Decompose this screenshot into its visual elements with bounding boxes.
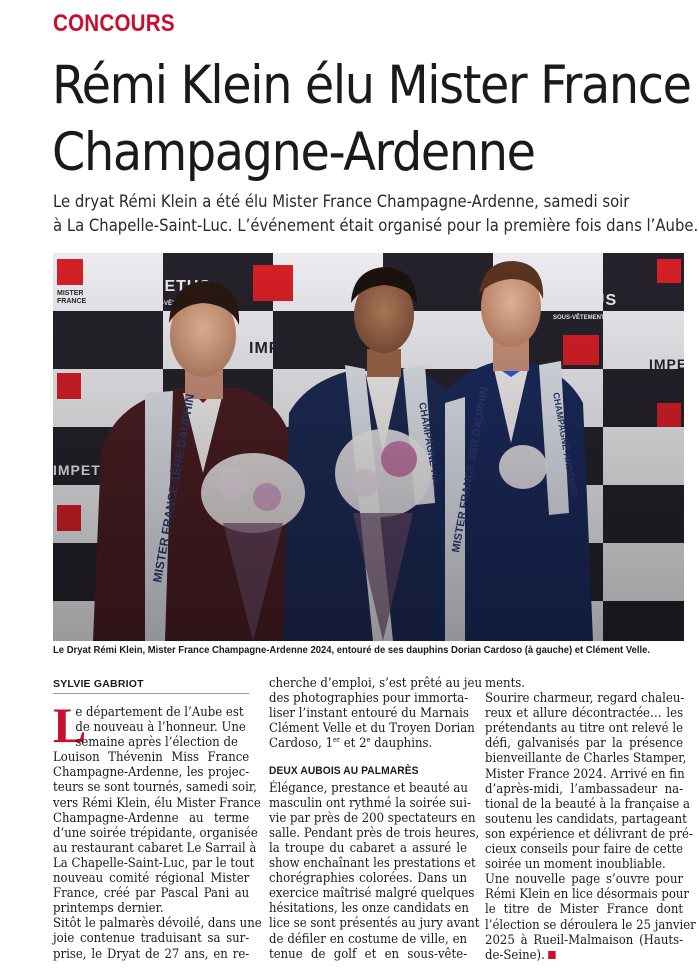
body-line: cieux conseils pour faire de cette [485,841,684,857]
headline [52,52,691,186]
body-line: son expérience et délivrant de pré- [485,825,693,841]
body-line: de nouveau à l’honneur. Une [75,719,246,735]
body-line: joie contenue traduisant sa sur- [53,930,250,946]
body-line: de défiler en costume de ville, en [269,930,468,946]
body-line: hésitations, les onze candidats en [269,900,469,916]
body-line: printemps dernier. [53,900,164,916]
body-line: vers Rémi Klein, élu Mister France [53,794,261,810]
section-subhead: DEUX AUBOIS AU PALMARÈS [269,765,419,778]
body-line: 2025 à Rueil-Malmaison (Hauts- [485,931,684,947]
rank-superscript: er [333,736,341,745]
photo-illustration [53,253,684,641]
body-line: Mister France 2024. Arrivé en fin [485,765,685,781]
body-line: Champagne-Ardenne, les projec- [53,764,250,780]
body-line: reux et allure décontractée… les [485,705,684,721]
body-line: Sourire charmeur, regard chaleu- [485,690,685,706]
body-line: cherche d’emploi, s’est prêté au jeu [269,675,482,690]
ranks-text: et 2 [340,735,367,751]
headline-line-2: Champagne-Ardenne [52,122,535,183]
body-line: au restaurant cabaret Le Sarrail à [53,839,257,855]
spacer [269,750,453,764]
section-rubric: CONCOURS [53,10,175,37]
body-line: masculin ont rythmé la soirée sui- [269,794,471,810]
headline-line-1: Rémi Klein élu Mister France [52,55,691,116]
standfirst [53,190,699,238]
body-line: exercice maîtrisé malgré quelques [269,885,475,901]
article-column-1 [53,697,262,961]
rank-superscript: e [366,736,371,745]
article-column-2 [269,675,482,961]
body-line-ranks [269,735,453,750]
body-line: vie par près de 200 spectateurs en [269,809,476,825]
body-line: bienveillante de Charles Stamper, [485,750,687,766]
body-line: d’une soirée trépidante, organisée [53,824,258,840]
article-photo [53,253,684,641]
photo-caption: Le Dryat Rémi Klein, Mister France Champagne-Ardenne 2024, entouré de ses dauphins Dorian Cardoso (à gauche) et Clément Velle. [53,645,651,656]
body-line: teurs se sont tournés, samedi soir, [53,779,257,795]
body-line: liser l’instant entouré du Marnais [269,705,469,721]
standfirst-line-1: Le dryat Rémi Klein a été élu Mister France Champagne-Ardenne, samedi soir [53,192,630,211]
body-line: show enchaînant les prestations et [269,855,476,871]
dropcap: L [53,697,87,753]
body-line: soutenu les candidats, partageant [485,810,687,826]
standfirst-line-2: à La Chapelle-Saint-Luc. L’événement était organisé pour la première fois dans l’Aube. [53,216,699,235]
body-line: Louison Thévenin Miss France [53,749,250,765]
end-mark-icon [549,951,556,959]
body-line: des photographies pour immorta- [269,690,469,706]
body-line: prétendants au titre ont relevé le [485,720,684,736]
body-line: France, créé par Pascal Pani au [53,885,250,901]
body-line: lice se sont présentés au jury avant [269,915,480,931]
body-line: Rémi Klein en lice désormais pour [485,886,690,902]
ranks-text: dauphins. [370,735,433,751]
body-line: nouveau comité régional Mister [53,870,250,886]
body-line: la troupe du cabaret a assuré le [269,839,468,855]
body-line: ments. [485,675,526,690]
body-line: salle. Pendant près de trois heures, [269,824,480,840]
body-line-last [485,947,670,962]
body-line: défi, galvanisés par la présence [485,735,684,751]
body-line: Clément Velle et du Troyen Dorian [269,720,475,736]
byline: SYLVIE GABRIOT [53,678,144,690]
body-line: chorégraphies colorées. Dans un [269,870,468,886]
byline-divider [53,693,249,694]
body-line: l’élection se déroulera le 25 janvier [485,916,696,932]
article-column-3 [485,675,696,962]
body-line: prise, le Dryat de 27 ans, en re- [53,945,250,961]
body-line: d’après-midi, l’ambassadeur na- [485,780,684,796]
body-line: Champagne-Ardenne au terme [53,809,250,825]
body-line: Une nouvelle page s’ouvre pour [485,871,684,887]
body-line: e département de l’Aube est [75,704,244,719]
body-line: Élégance, prestance et beauté au [269,779,468,795]
body-line: le titre de Mister France dont [485,901,684,917]
body-line: tional de la beauté à la française a [485,795,690,811]
ranks-text: Cardoso, 1 [269,735,334,751]
body-line: semaine après l’élection de [75,734,238,750]
body-line: tenue de golf et en sous-vête- [269,945,468,961]
body-line: soirée un moment inoubliable. [485,856,666,872]
body-line: Sitôt le palmarès dévoilé, dans une [53,915,262,931]
body-line: La Chapelle-Saint-Luc, par le tout [53,854,255,870]
last-line-text: de-Seine). [485,946,545,962]
